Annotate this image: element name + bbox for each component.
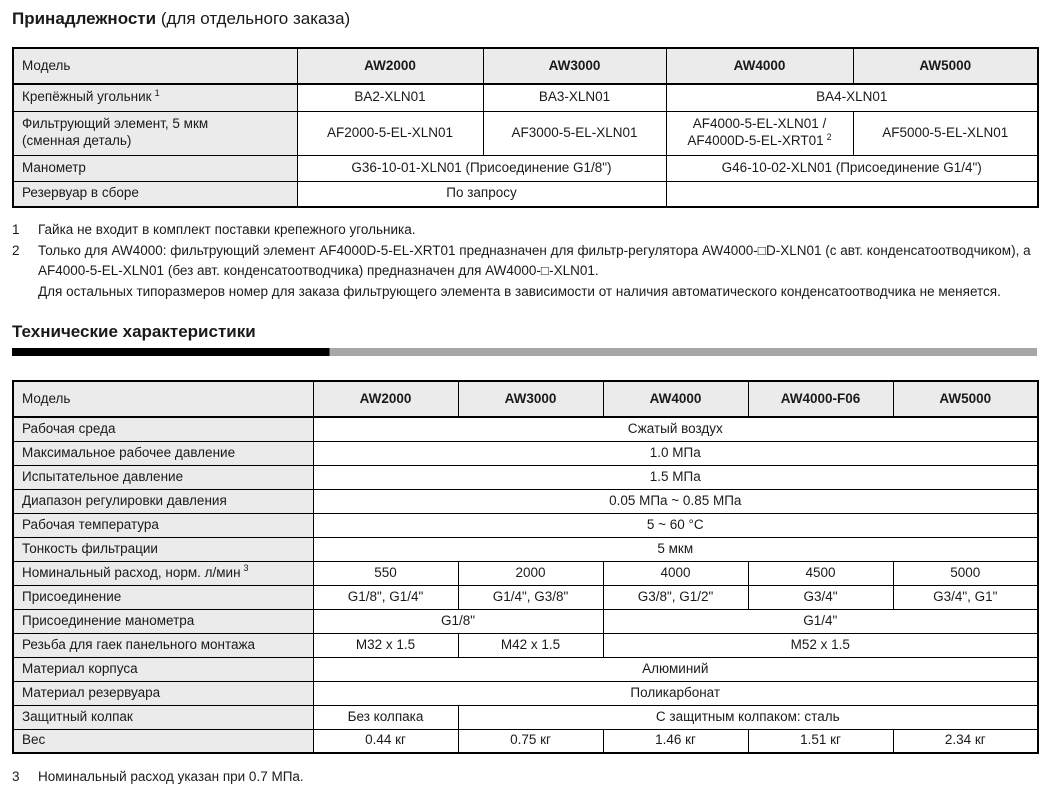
thread-row [13,633,1038,657]
table-cell: BA4-XLN01 [666,84,1038,111]
model-header-aw5000: AW5000 [893,381,1038,417]
footnote-3 [12,767,1037,788]
set-range-row [13,489,1038,513]
filter-element-row [13,111,1038,155]
table-cell: 2.34 кг [893,729,1038,753]
row-label-proof-pressure: Испытательное давление [13,465,313,489]
table-cell: 5 мкм [313,537,1038,561]
body-material-row [13,657,1038,681]
row-label-port: Присоединение [13,585,313,609]
table-cell: 1.46 кг [603,729,748,753]
section-divider-bar [12,348,1037,356]
accessories-footnotes [12,220,1037,302]
table-cell: G3/8", G1/2" [603,585,748,609]
table-cell: 0.75 кг [458,729,603,753]
table-cell: 4500 [748,561,893,585]
table-cell: M42 x 1.5 [458,633,603,657]
port-row [13,585,1038,609]
row-label-set-range: Диапазон регулировки давления [13,489,313,513]
table-cell: Без колпака [313,705,458,729]
gauge-row [13,155,1038,181]
max-pressure-row [13,441,1038,465]
table-cell: AF2000-5-EL-XLN01 [297,111,483,155]
footnote-ref-3: 3 [243,563,249,574]
table-cell: Сжатый воздух [313,417,1038,441]
row-label-filter-element: Фильтрующий элемент, 5 мкм (сменная деталь) [13,111,297,155]
footnote-2 [12,241,1037,303]
table-cell: Поликарбонат [313,681,1038,705]
row-label-weight: Вес [13,729,313,753]
flow-row [13,561,1038,585]
table-cell: 0.05 МПа ~ 0.85 МПа [313,489,1038,513]
row-label-bracket: Крепёжный угольник $^1$ [13,84,297,111]
table-cell: 1.0 МПа [313,441,1038,465]
table-cell: BA3-XLN01 [483,84,666,111]
table-cell: G36-10-01-XLN01 (Присоединение G1/8") [297,155,666,181]
medium-row [13,417,1038,441]
table-cell: 5 ~ 60 °C [313,513,1038,537]
table-cell: G46-10-02-XLN01 (Присоединение G1/4") [666,155,1038,181]
table-cell: G3/4", G1" [893,585,1038,609]
footnote-2-paragraph-1: Только для AW4000: фильтрующий элемент AF4000D-5-EL-XRT01 предназначен для фильтр-регулятора AW4000-□D-XLN01 (с авт. конденсатоотводчиком), а AF4000-5-EL-XLN01 (без авт. конденсатоотводчика) предназначен для AW4000-□-XLN01. [38,242,1031,278]
row-label-thread: Резьба для гаек панельного монтажа [13,633,313,657]
section-title-specs: Технические характеристики [12,322,256,341]
row-label-flow: Номинальный расход, норм. л/мин $^3$ [13,561,313,585]
row-label-max-pressure: Максимальное рабочее давление [13,441,313,465]
table-cell: AF5000-5-EL-XLN01 [853,111,1038,155]
table-cell: G1/4", G3/8" [458,585,603,609]
table-cell: 5000 [893,561,1038,585]
row-label-body-material: Материал корпуса [13,657,313,681]
footnote-1-text: Гайка не входит в комплект поставки крепежного угольника. [38,222,416,237]
bowl-material-row [13,681,1038,705]
table-cell: G3/4" [748,585,893,609]
row-label-guard: Защитный колпак [13,705,313,729]
table-cell: По запросу [297,181,666,207]
footnote-3-number: 3 [12,769,20,784]
row-label-medium: Рабочая среда [13,417,313,441]
model-header-aw4000-f06: AW4000-F06 [748,381,893,417]
model-header-aw4000: AW4000 [666,48,853,84]
table-cell: 550 [313,561,458,585]
table-cell: G1/8", G1/4" [313,585,458,609]
table-cell [666,181,1038,207]
table-cell: BA2-XLN01 [297,84,483,111]
accessories-header-row [13,48,1038,84]
footnote-ref-1: 1 [154,87,160,98]
table-cell: G1/8" [313,609,603,633]
table-cell: 0.44 кг [313,729,458,753]
temperature-row [13,513,1038,537]
row-label-temperature: Рабочая температура [13,513,313,537]
section-title-accessories [12,8,1037,29]
footnote-1 [12,220,1037,241]
model-header-aw4000: AW4000 [603,381,748,417]
table-cell: AF3000-5-EL-XLN01 [483,111,666,155]
guard-row [13,705,1038,729]
footnote-2-text [38,241,1037,303]
specs-header-row [13,381,1038,417]
row-label-reservoir: Резервуар в сборе [13,181,297,207]
model-header-aw3000: AW3000 [458,381,603,417]
footnote-ref-2: 2 [826,131,832,142]
accessories-table [12,47,1039,208]
row-label-bowl-material: Материал резервуара [13,681,313,705]
table-cell: AF4000-5-EL-XLN01 / AF4000D-5-EL-XRT01 $^2$ [666,111,853,155]
specs-table [12,380,1039,754]
row-label-gauge-port: Присоединение манометра [13,609,313,633]
row-label-filtration: Тонкость фильтрации [13,537,313,561]
model-header-aw2000: AW2000 [313,381,458,417]
table-cell: M32 x 1.5 [313,633,458,657]
footnote-3-text: Номинальный расход указан при 0.7 МПа. [38,769,304,784]
footnote-2-paragraph-2: Для остальных типоразмеров номер для заказа фильтрующего элемента в зависимости от наличия автоматического конденсатоотводчика не меняется. [38,283,1001,299]
table-cell: G1/4" [603,609,1038,633]
proof-pressure-row [13,465,1038,489]
header-label-cell: Модель [13,381,313,417]
table-cell: 4000 [603,561,748,585]
section-title-accessories-note: (для отдельного заказа) [156,9,351,28]
table-cell: 1.5 МПа [313,465,1038,489]
specs-footnotes [12,767,1037,788]
weight-row [13,729,1038,753]
table-cell: 1.51 кг [748,729,893,753]
gauge-port-row [13,609,1038,633]
section-title-accessories-bold: Принадлежности [12,9,157,28]
model-header-aw5000: AW5000 [853,48,1038,84]
table-cell: С защитным колпаком: сталь [458,705,1038,729]
model-header-aw3000: AW3000 [483,48,666,84]
row-label-gauge: Манометр [13,155,297,181]
footnote-1-number: 1 [12,222,20,237]
header-label-cell: Модель [13,48,297,84]
footnote-2-number: 2 [12,242,20,258]
reservoir-row [13,181,1038,207]
table-cell: Алюминий [313,657,1038,681]
bracket-row [13,84,1038,111]
filtration-row [13,537,1038,561]
table-cell: M52 x 1.5 [603,633,1038,657]
model-header-aw2000: AW2000 [297,48,483,84]
table-cell: 2000 [458,561,603,585]
